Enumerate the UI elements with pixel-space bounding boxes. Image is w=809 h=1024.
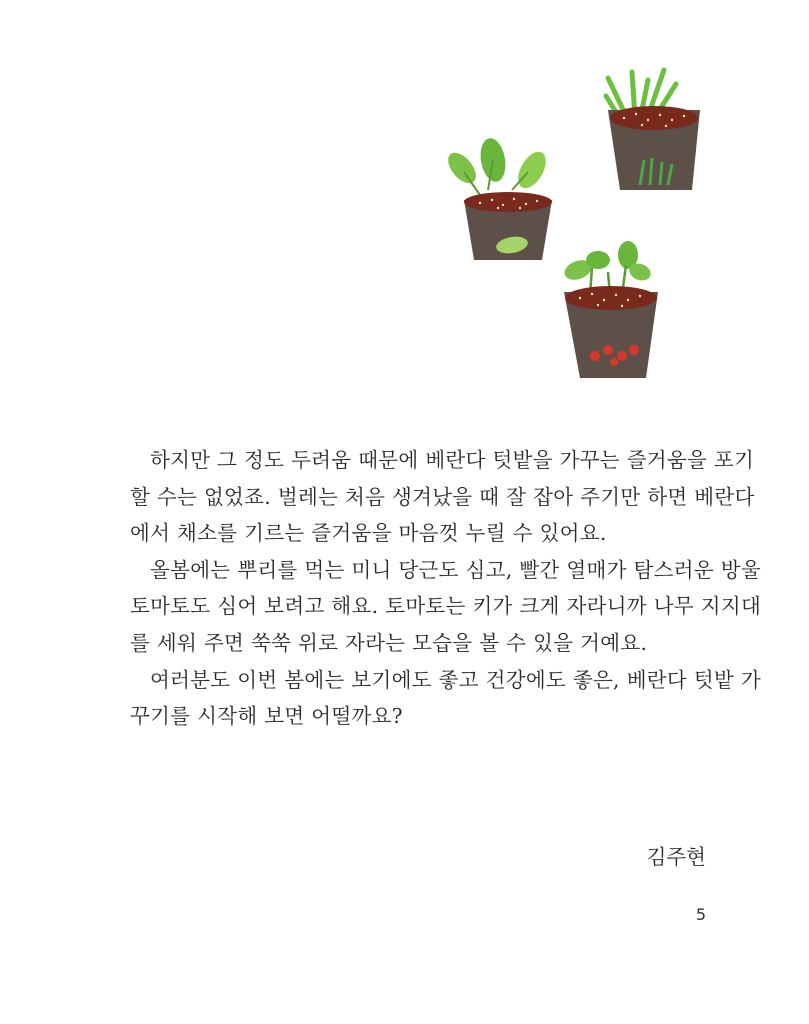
potted-plants-illustration: [440, 60, 720, 390]
paragraph-2-line-3: 를 세워 주면 쑥쑥 위로 자라는 모습을 볼 수 있을 거예요.: [130, 630, 648, 655]
paragraph-2-line-1: 올봄에는 뿌리를 먹는 미니 당근도 심고, 빨간 열매가 탐스러운 방울: [150, 557, 761, 582]
leafy-greens-pot: [443, 136, 552, 260]
paragraph-2-line-2: 토마토도 심어 보려고 해요. 토마토는 키가 크게 자라니까 나무 지지대: [130, 594, 762, 619]
paragraph-1-line-2: 할 수는 없었죠. 벌레는 처음 생겨났을 때 잘 잡아 주기만 하면 베란다: [130, 484, 755, 509]
tomato-pot: [562, 241, 658, 378]
paragraph-3-line-1: 여러분도 이번 봄에는 보기에도 좋고 건강에도 좋은, 베란다 텃밭 가: [150, 667, 761, 692]
author-name: 김주현: [646, 845, 706, 869]
body-text: [130, 442, 762, 735]
paragraph-1-line-1: 하지만 그 정도 두려움 때문에 베란다 텃밭을 가꾸는 즐거움을 포기: [150, 448, 755, 472]
paragraph-1-line-3: 에서 채소를 기르는 즐거움을 마음껏 누릴 수 있어요.: [130, 521, 607, 546]
grass-pot: [606, 70, 700, 190]
paragraph-3-line-2: 꾸기를 시작해 보면 어떨까요?: [130, 704, 403, 729]
page-number: 5: [695, 905, 706, 924]
